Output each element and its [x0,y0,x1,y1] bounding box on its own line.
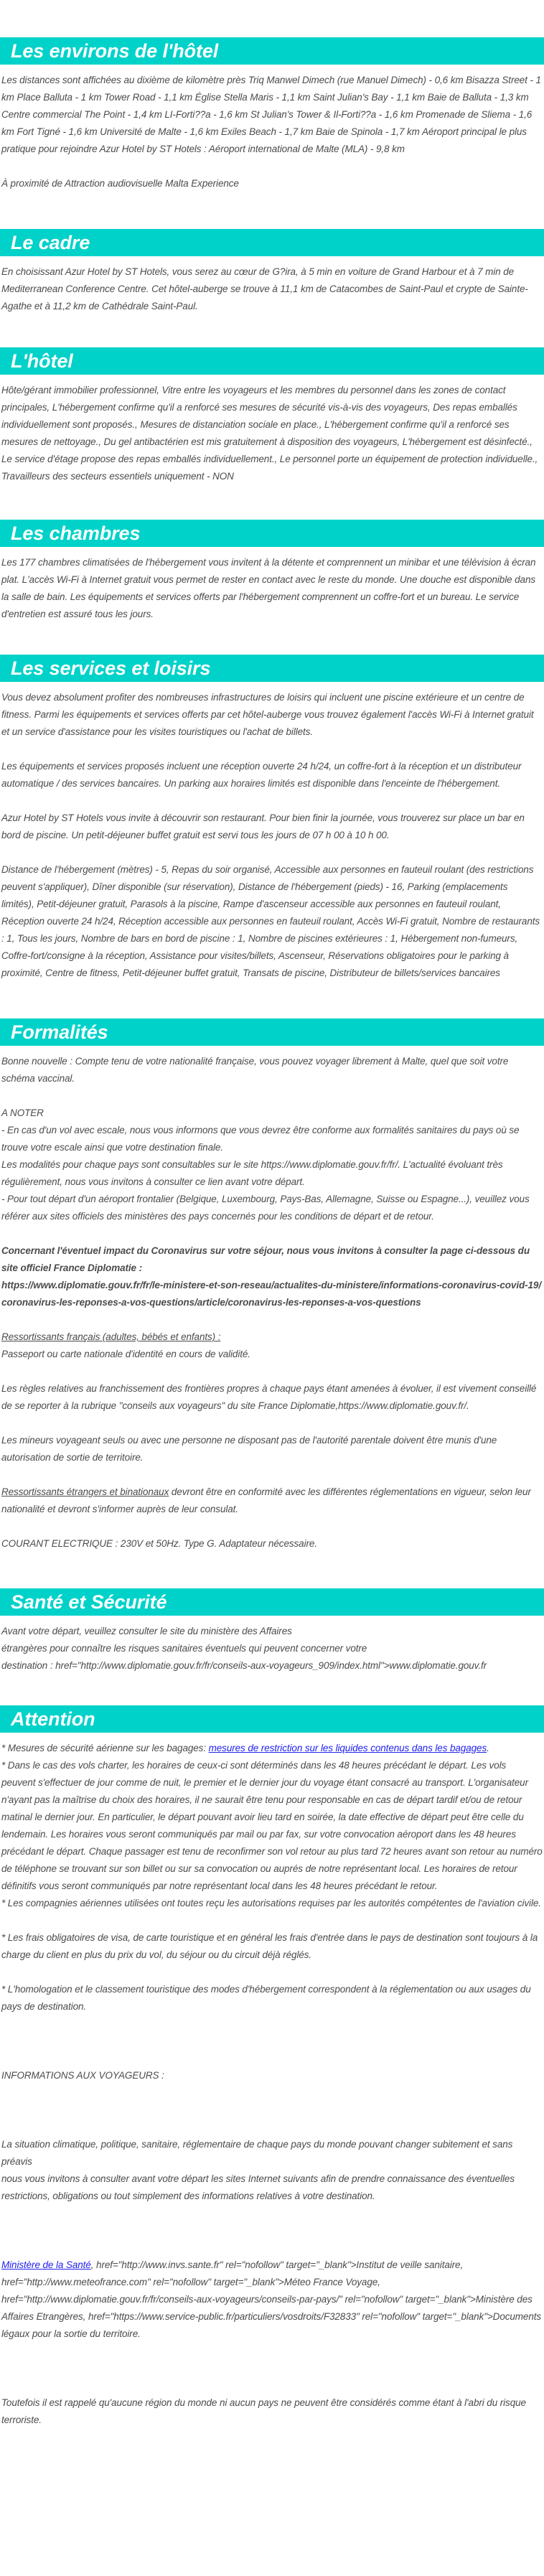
bagages-prefix-text: * Mesures de sécurité aérienne sur les bagages: [1,1743,209,1753]
section-attention [0,1705,544,2429]
hotel-text: Hôte/gérant immobilier professionnel, Vitre entre les voyageurs et les membres du personnel dans les zones de contact principales, L'hébergement confirme qu'il a renforcé ses mesures de sécurité vis-à-vis des voyageurs, Des repas emballés individuellement sont proposés., Mesures de distanciation sociale en place., L'hébergement confirme qu'il a renforcé ses mesures de nettoyage., Du gel antibactérien est mis gratuitement à disposition des voyageurs, L'hébergement est désinfecté., Le service d'étage propose des repas emballés individuellement., Le personnel porte un équipement de protection individuelle., Travailleurs des secteurs essentiels uniquement - NON [1,385,538,482]
section-sante [0,1588,544,1675]
attention-sites-block [1,2257,543,2343]
section-title-formalites: Formalités [0,1018,544,1046]
cadre-text: En choisissant Azur Hotel by ST Hotels, vous serez au cœur de G?ira, à 5 min en voiture de Grand Harbour et à 7 min de Mediterranean Conference Centre. Cet hôtel-auberge se trouve à 11,1 km de Catacombes de Saint-Paul et crypte de Sainte-Agathe et à 11,2 km de Cathédrale Saint-Paul. [1,266,528,312]
section-body-attention [0,1733,544,2429]
ressortissants-etrangers-heading: Ressortissants étrangers et binationaux [1,1486,169,1497]
section-body-environs [0,65,544,192]
section-title-cadre: Le cadre [0,229,544,256]
formalites-courant-text: COURANT ELECTRIQUE : 230V et 50Hz. Type G. Adaptateur nécessaire. [1,1538,317,1549]
passeport-text: Passeport ou carte nationale d'identité en cours de validité. [1,1349,250,1359]
section-body-services [0,682,544,982]
sante-line-3: destination : href="http://www.diplomatie.gouv.fr/fr/conseils-aux-voyageurs_909/index.html">www.diplomatie.gouv.fr [1,1660,487,1671]
coronavirus-intro-text: Concernant l'éventuel impact du Coronavirus sur votre séjour, nous vous invitons à consulter la page ci-dessous du site officiel France Diplomatie : [1,1245,530,1273]
section-title-attention: Attention [0,1705,544,1733]
attention-charter-text: * Dans le cas des vols charter, les horaires de ceux-ci sont déterminés dans les 48 heures précédant le départ. Les vols peuvent s'effectuer de jour comme de nuit, le premier et le dernier jour du voyage étant consacré au transport. L'organisateur n'ayant pas la maîtrise du choix des horaires, il ne saurait être tenu pour responsable en cas de départ tardif et/ou de retour matinal le dernier jour. En particulier, le départ pouvant avoir lieu tard en soirée, la date effective de départ peut être celle du lendemain. Les horaires vous seront communiqués par mail ou par fax, sur votre convocation aéroport dans les 48 heures précédant le départ. Chaque passager est tenu de reconfirmer son vol retour au plus tard 72 heures avant son retour au numéro de téléphone se trouvant sur son billet ou sur sa convocation ou auprés de notre représentant local. Les horaires de retour définitifs vous seront communiqués par notre représentant local dans les 48 heures précédant le retour. [1,1760,543,1891]
formalites-francais-block [1,1329,543,1363]
environs-proximite-text: À proximité de Attraction audiovisuelle Malta Experience [1,178,239,189]
ressortissants-francais-heading: Ressortissants français (adultes, bébés et enfants) : [1,1331,221,1342]
section-title-chambres: Les chambres [0,520,544,547]
section-body-cadre [0,256,544,315]
formalites-bonne-nouvelle-text: Bonne nouvelle : Compte tenu de votre nationalité française, vous pouvez voyager librement à Malte, quel que soit votre schéma vaccinal. [1,1056,509,1084]
section-formalites [0,1018,544,1552]
section-cadre [0,229,544,315]
services-liste-text: Distance de l'hébergement (mètres) - 5, Repas du soir organisé, Accessible aux personnes en fauteuil roulant (des restrictions peuvent s'appliquer), Dîner disponible (sur réservation), Distance de l'hébergement (pieds) - 16, Parking (emplacements limités), Petit-déjeuner gratuit, Parasols à la piscine, Rampe d'ascenseur accessible aux personnes en fauteuil roulant, Réception ouverte 24 h/24, Réception accessible aux personnes en fauteuil roulant, Accès Wi-Fi gratuit, Nombre de restaurants : 1, Tous les jours, Nombre de bars en bord de piscine : 1, Nombre de piscines extérieures : 1, Hébergement non-fumeurs, Coffre-fort/consigne à la réception, Assistance pour visites/billets, Ascenseur, Réservations obligatoires pour le parking à proximité, Centre de fitness, Petit-déjeuner buffet gratuit, Transats de piscine, Distributeur de billets/services bancaires [1,864,540,978]
formalites-regles-text: Les règles relatives au franchissement des frontières propres à chaque pays étant amenées à évoluer, il est vivement conseillé de se reporter à la rubrique "conseils aux voyageurs" du site France Diplomatie,https://www.diplomatie.gouv.fr/. [1,1383,537,1411]
sites-list-text: , href="http://www.invs.sante.fr" rel="nofollow" target="_blank">Institut de veille sanitaire, href="http://www.meteofrance.com" rel="nofollow" target="_blank">Méteo France Voyage, href="http://www.diplomatie.gouv.fr/fr/conseils-aux-voyageurs/conseils-par-pays/" rel="nofollow" target="_blank">Ministère des Affaires Etrangères, href="https://www.service-public.fr/particuliers/vosdroits/F32833" rel="nofollow" target="_blank">Documents légaux pour la sortie du territoire. [1,2259,542,2339]
a-noter-item-aeroport-frontalier: - Pour tout départ d'un aéroport frontalier (Belgique, Luxembourg, Pays-Bas, Allemagne, Suisse ou Espagne...), veuillez vous référer aux sites officiels des ministères des pays concernés pour les conditions de départ et de retour. [1,1194,530,1222]
situation-line-1: La situation climatique, politique, sanitaire, réglementaire de chaque pays du monde pouvant changer subitement et sans préavis [1,2139,513,2167]
ressortissants-etrangers-text: devront être en conformité avec les différentes réglementations en vigueur, selon leur nationalité et devront s'informer auprès de leur consulat. [1,1486,531,1514]
hotel-info-page [0,37,544,2429]
a-noter-item-escale: - En cas d'un vol avec escale, nous vous informons que vous devrez être conforme aux formalités sanitaires du pays où se trouve votre escale ainsi que votre destination finale. [1,1125,520,1153]
formalites-coronavirus-block [1,1242,543,1311]
section-body-formalites [0,1046,544,1552]
sante-line-2: étrangères pour connaître les risques sanitaires éventuels qui peuvent concerner votre [1,1643,367,1654]
section-hotel [0,347,544,485]
formalites-a-noter-block [1,1105,543,1225]
formalites-etrangers-block [1,1484,543,1518]
attention-homologation-text: * L'homologation et le classement touristique des modes d'hébergement correspondent à la réglementation ou aux usages du pays de destination. [1,1984,531,2012]
section-title-environs: Les environs de l'hôtel [0,37,544,65]
situation-line-2: nous vous invitons à consulter avant votre départ les sites Internet suivants afin de prendre connaissance des éventuelles restrictions, obligations ou tout simplement des informations relatives à votre destination. [1,2173,515,2201]
liquides-bagages-link[interactable]: mesures de restriction sur les liquides contenus dans les bagages [208,1743,487,1753]
attention-terroriste-text: Toutefois il est rappelé qu'aucune région du monde ni aucun pays ne peuvent être considérés comme étant à l'abri du risque terroriste. [1,2397,526,2425]
section-environs [0,37,544,192]
coronavirus-url-text: https://www.diplomatie.gouv.fr/fr/le-ministere-et-son-reseau/actualites-du-ministere/informations-coronavirus-covid-19/coronavirus-les-reponses-a-vos-questions/article/coronavirus-les-reponses-a-vos-questions [1,1280,541,1308]
a-noter-item-modalites: Les modalités pour chaque pays sont consultables sur le site https://www.diplomatie.gouv.fr/fr/. L'actualité évoluant très régulièrement, nous vous invitons à consulter ce lien avant votre départ. [1,1159,503,1187]
section-services [0,655,544,982]
chambres-text: Les 177 chambres climatisées de l'hébergement vous invitent à la détente et comprennent un minibar et une télévision à écran plat. L'accès Wi-Fi à Internet gratuit vous permet de rester en contact avec le reste du monde. Une douche est disponible dans la salle de bain. Les équipements et services offerts par l'hébergement comprennent un coffre-fort et un bureau. Le service d'entretien est assuré tous les jours. [1,557,536,619]
environs-distances-text: Les distances sont affichées au dixième de kilomètre près Triq Manwel Dimech (rue Manuel Dimech) - 0,6 km Bisazza Street - 1 km Place Balluta - 1 km Tower Road - 1,1 km Église Stella Maris - 1,1 km Saint Julian's Bay - 1,1 km Baie de Balluta - 1,3 km Centre commercial The Point - 1,4 km LI-Forti??a - 1,6 km St Julian's Tower & Il-Forti??a - 1,6 km Promenade de Sliema - 1,6 km Fort Tigné - 1,6 km Université de Malte - 1,6 km Exiles Beach - 1,7 km Baie de Spinola - 1,7 km Aéroport principal le plus pratique pour rejoindre Azur Hotel by ST Hotels : Aéroport international de Malte (MLA) - 9,8 km [1,75,541,154]
formalites-mineurs-text: Les mineurs voyageant seuls ou avec une personne ne disposant pas de l'autorité parentale doivent être munis d'une autorisation de sortie de territoire. [1,1435,497,1463]
attention-frais-text: * Les frais obligatoires de visa, de carte touristique et en général les frais d'entrée dans le pays de destination sont toujours à la charge du client en plus du prix du vol, du séjour ou du circuit déjà réglés. [1,1932,538,1960]
attention-infos-heading: INFORMATIONS AUX VOYAGEURS : [1,2070,164,2081]
services-intro-text: Vous devez absolument profiter des nombreuses infrastructures de loisirs qui incluent une piscine extérieure et un centre de fitness. Parmi les équipements et services offerts par cet hôtel-auberge vous trouvez également l'accès Wi-Fi à Internet gratuit et un service d'assistance pour les visites touristiques ou l'achat de billets. [1,692,534,737]
a-noter-heading: A NOTER [1,1107,44,1118]
section-title-sante: Santé et Sécurité [0,1588,544,1616]
attention-situation-block [1,2136,543,2205]
sante-line-1: Avant votre départ, veuillez consulter le site du ministère des Affaires [1,1626,292,1636]
ministere-sante-link[interactable]: Ministère de la Santé [1,2259,91,2270]
section-chambres [0,520,544,623]
section-title-hotel: L'hôtel [0,347,544,375]
services-equipements-text: Les équipements et services proposés incluent une réception ouverte 24 h/24, un coffre-fort à la réception et un distributeur automatique / des services bancaires. Un parking aux horaires limités est disponible dans l'enceinte de l'hébergement. [1,761,522,789]
attention-compagnies-text: * Les compagnies aériennes utilisées ont toutes reçu les autorisations requises par les autorités compétentes de l'aviation civile. [1,1898,541,1908]
section-body-chambres [0,547,544,623]
section-title-services: Les services et loisirs [0,655,544,682]
section-body-hotel [0,375,544,485]
bagages-suffix-text: . [487,1743,489,1753]
attention-bagages-block [1,1740,543,1757]
sante-advice-block [1,1623,543,1675]
services-restaurant-text: Azur Hotel by ST Hotels vous invite à découvrir son restaurant. Pour bien finir la journée, vous trouverez sur place un bar en bord de piscine. Un petit-déjeuner buffet gratuit est servi tous les jours de 07 h 00 à 10 h 00. [1,812,525,840]
section-body-sante [0,1616,544,1675]
